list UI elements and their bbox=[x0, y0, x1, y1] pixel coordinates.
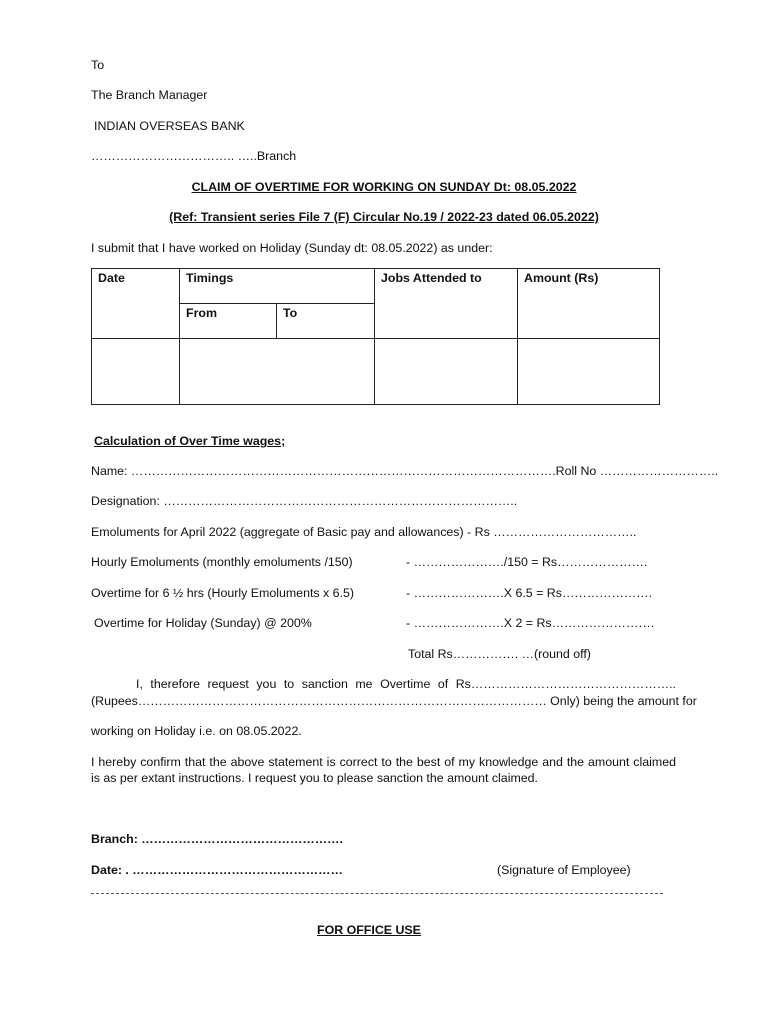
hourly-value: - …………………./150 = Rs…………………. bbox=[406, 555, 648, 569]
header-timings: Timings bbox=[180, 269, 375, 304]
reference-line: (Ref: Transient series File 7 (F) Circular No.19 / 2022-23 dated 06.05.2022) bbox=[169, 210, 599, 224]
addressee: The Branch Manager bbox=[91, 88, 208, 102]
date-line: Date: . …………………………………………… bbox=[91, 863, 343, 877]
emoluments-line: Emoluments for April 2022 (aggregate of Basic pay and allowances) - Rs …………………………….. bbox=[91, 525, 637, 539]
confirmation-text: I hereby confirm that the above statement is correct to the best of my knowledge and the amount claimed is as per extant instructions. I request you to please sanction the amount claimed. bbox=[91, 755, 676, 785]
to-label: To bbox=[91, 58, 105, 72]
cell-date-entry[interactable] bbox=[92, 339, 180, 405]
header-jobs: Jobs Attended to bbox=[375, 269, 518, 339]
request-line-1: I, therefore request you to sanction me Overtime of Rs………………………………………….. bbox=[136, 677, 676, 691]
header-to: To bbox=[277, 304, 375, 339]
designation-line: Designation: ………………………………………………………………………….. bbox=[91, 494, 518, 508]
intro-text: I submit that I have worked on Holiday (Sunday dt: 08.05.2022) as under: bbox=[91, 241, 493, 255]
holiday-value: - ………………….X 2 = Rs……………………. bbox=[406, 616, 655, 630]
bank-name: INDIAN OVERSEAS BANK bbox=[94, 119, 245, 133]
branch-signature-line: Branch: …………………………………………. bbox=[91, 832, 343, 846]
header-from: From bbox=[180, 304, 277, 339]
header-date: Date bbox=[92, 269, 180, 339]
holiday-label: Overtime for Holiday (Sunday) @ 200% bbox=[94, 616, 312, 630]
overtime-label: Overtime for 6 ½ hrs (Hourly Emoluments x 6.5) bbox=[91, 586, 355, 600]
header-amount: Amount (Rs) bbox=[518, 269, 660, 339]
signature-label: (Signature of Employee) bbox=[497, 863, 631, 877]
hourly-label: Hourly Emoluments (monthly emoluments /150) bbox=[91, 555, 353, 569]
office-use-heading: FOR OFFICE USE bbox=[317, 923, 421, 937]
divider-line bbox=[91, 893, 663, 894]
name-line: Name: ………………………………………………………………………………………….Roll No ……………………….. bbox=[91, 464, 719, 478]
cell-amount-entry[interactable] bbox=[518, 339, 660, 405]
form-title: CLAIM OF OVERTIME FOR WORKING ON SUNDAY Dt: 08.05.2022 bbox=[191, 180, 577, 194]
cell-jobs-entry[interactable] bbox=[375, 339, 518, 405]
branch-line: …………………………….. …..Branch bbox=[91, 149, 297, 163]
total-line: Total Rs……………. …(round off) bbox=[408, 647, 591, 661]
request-line-2: (Rupees……………………………………………………………………………………… Only) being the amount for bbox=[91, 694, 697, 708]
request-line-3: working on Holiday i.e. on 08.05.2022. bbox=[91, 724, 302, 738]
overtime-table bbox=[91, 268, 660, 405]
calc-heading: Calculation of Over Time wages; bbox=[94, 434, 286, 448]
overtime-value: - ………………….X 6.5 = Rs…………………. bbox=[406, 586, 653, 600]
cell-timings-entry[interactable] bbox=[180, 339, 375, 405]
